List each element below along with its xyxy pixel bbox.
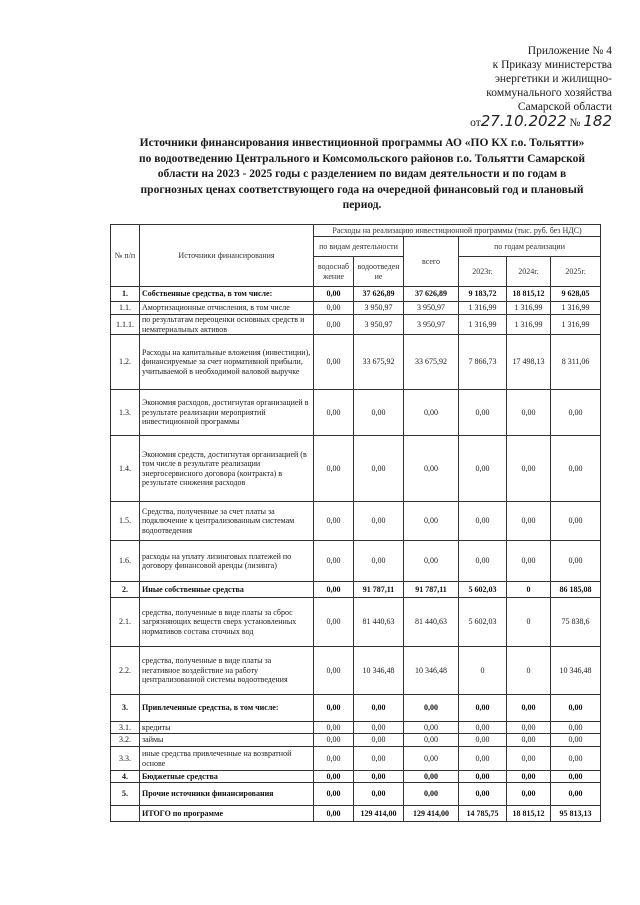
- table-row: [111, 598, 601, 647]
- title-line-4: прогнозных ценах соответствующего года на очередной финансовый год и плановый: [140, 183, 584, 196]
- cell-num: 2.1.: [111, 598, 140, 647]
- table-row: [111, 315, 601, 335]
- appendix-line-3: энергетики и жилищно-: [494, 73, 612, 85]
- cell-tot: 0,00: [404, 734, 459, 747]
- cell-ws: 0,00: [314, 783, 354, 806]
- cell-dr: 0,00: [354, 436, 404, 502]
- cell-num: 1.3.: [111, 390, 140, 436]
- cell-y25: 75 838,6: [551, 598, 601, 647]
- cell-tot: 10 346,48: [404, 647, 459, 695]
- table-row: [111, 436, 601, 502]
- cell-y23: 0,00: [459, 502, 507, 541]
- cell-y23: 1 316,99: [459, 302, 507, 315]
- cell-src: Бюджетные средства: [140, 771, 314, 783]
- cell-y25: 86 185,08: [551, 582, 601, 598]
- cell-dr: 0,00: [354, 390, 404, 436]
- cell-dr: 0,00: [354, 502, 404, 541]
- cell-src: Экономия средств, достигнутая организацией (в том числе в результате реализации энергосервисного договора (контракта) в результате снижения расходов: [140, 436, 314, 502]
- title-line-1: Источники финансирования инвестиционной программы АО «ПО КХ г.о. Тольятти»: [139, 137, 585, 149]
- table-row: [111, 302, 601, 315]
- cell-y23: 0,00: [459, 747, 507, 771]
- cell-y23: 0,00: [459, 734, 507, 747]
- cell-y24: 1 316,99: [507, 315, 551, 335]
- header-by-activity: по видам деятельности: [314, 237, 404, 257]
- cell-dr: 91 787,11: [354, 582, 404, 598]
- cell-tot: 0,00: [404, 502, 459, 541]
- table-row: [111, 647, 601, 695]
- header-water-supply: водоснабжение: [314, 257, 354, 287]
- cell-ws: 0,00: [314, 747, 354, 771]
- cell-y23: 0,00: [459, 390, 507, 436]
- cell-y24: 0,00: [507, 502, 551, 541]
- cell-src: ИТОГО по программе: [140, 806, 314, 822]
- table-row: [111, 502, 601, 541]
- title-line-5: период.: [342, 199, 382, 211]
- table-header: [111, 225, 601, 287]
- appendix-date-line: [440, 114, 612, 130]
- cell-y23: 1 316,99: [459, 315, 507, 335]
- cell-num: 3.2.: [111, 734, 140, 747]
- cell-num: 3.: [111, 695, 140, 722]
- cell-y24: 0,00: [507, 436, 551, 502]
- cell-num: 1.6.: [111, 541, 140, 582]
- cell-src: Собственные средства, в том числе:: [140, 287, 314, 302]
- cell-num: 1.5.: [111, 502, 140, 541]
- handwritten-number: 182: [583, 112, 612, 130]
- cell-dr: 3 950,97: [354, 302, 404, 315]
- cell-y24: 0,00: [507, 695, 551, 722]
- cell-y24: 0,00: [507, 771, 551, 783]
- cell-ws: 0,00: [314, 722, 354, 734]
- cell-dr: 0,00: [354, 771, 404, 783]
- cell-tot: 0,00: [404, 747, 459, 771]
- cell-y23: 7 866,73: [459, 335, 507, 390]
- header-expenses: Расходы на реализацию инвестиционной программы (тыс. руб. без НДС): [314, 225, 601, 237]
- cell-ws: 0,00: [314, 598, 354, 647]
- table-row: [111, 734, 601, 747]
- cell-dr: 3 950,97: [354, 315, 404, 335]
- table-row: [111, 287, 601, 302]
- cell-y25: 0,00: [551, 390, 601, 436]
- cell-dr: 0,00: [354, 747, 404, 771]
- cell-y23: 9 183,72: [459, 287, 507, 302]
- cell-dr: 0,00: [354, 734, 404, 747]
- cell-ws: 0,00: [314, 302, 354, 315]
- cell-tot: 129 414,00: [404, 806, 459, 822]
- cell-tot: 3 950,97: [404, 302, 459, 315]
- cell-src: Экономия расходов, достигнутая организацией в результате реализации мероприятий инвестиционной программы: [140, 390, 314, 436]
- cell-y25: 95 813,13: [551, 806, 601, 822]
- cell-y24: 0,00: [507, 747, 551, 771]
- cell-dr: 37 626,89: [354, 287, 404, 302]
- cell-y24: 18 815,12: [507, 287, 551, 302]
- cell-ws: 0,00: [314, 287, 354, 302]
- cell-src: средства, полученные в виде платы за негативное воздействие на работу централизованной системы водоотведения: [140, 647, 314, 695]
- cell-y23: 0,00: [459, 695, 507, 722]
- header-total: всего: [404, 237, 459, 287]
- cell-num: 2.2.: [111, 647, 140, 695]
- cell-num: [111, 806, 140, 822]
- cell-ws: 0,00: [314, 390, 354, 436]
- number-sign: №: [569, 117, 581, 129]
- cell-src: кредиты: [140, 722, 314, 734]
- cell-tot: 37 626,89: [404, 287, 459, 302]
- cell-src: расходы на уплату лизинговых платежей по договору финансовой аренды (лизинга): [140, 541, 314, 582]
- cell-ws: 0,00: [314, 647, 354, 695]
- cell-y24: 0: [507, 582, 551, 598]
- cell-num: 1.1.1.: [111, 315, 140, 335]
- cell-y25: 0,00: [551, 502, 601, 541]
- cell-dr: 0,00: [354, 541, 404, 582]
- cell-y24: 0: [507, 598, 551, 647]
- cell-y25: 0,00: [551, 747, 601, 771]
- table-row: [111, 783, 601, 806]
- cell-y25: 0,00: [551, 722, 601, 734]
- header-source: Источники финансирования: [140, 225, 314, 287]
- appendix-line-1: Приложение № 4: [527, 45, 612, 57]
- table-row: [111, 806, 601, 822]
- table-row: [111, 747, 601, 771]
- cell-src: Иные собственные средства: [140, 582, 314, 598]
- cell-ws: 0,00: [314, 582, 354, 598]
- cell-y25: 0,00: [551, 783, 601, 806]
- header-year-2023: 2023г.: [459, 257, 507, 287]
- cell-num: 1.: [111, 287, 140, 302]
- cell-tot: 0,00: [404, 390, 459, 436]
- cell-ws: 0,00: [314, 771, 354, 783]
- cell-num: 2.: [111, 582, 140, 598]
- cell-dr: 0,00: [354, 695, 404, 722]
- cell-y25: 10 346,48: [551, 647, 601, 695]
- financing-table: [110, 224, 601, 822]
- cell-y23: 0,00: [459, 783, 507, 806]
- cell-ws: 0,00: [314, 806, 354, 822]
- cell-dr: 0,00: [354, 783, 404, 806]
- document-title: [88, 136, 636, 214]
- table-row: [111, 390, 601, 436]
- cell-ws: 0,00: [314, 335, 354, 390]
- cell-y24: 0,00: [507, 783, 551, 806]
- cell-tot: 0,00: [404, 436, 459, 502]
- appendix-block: [440, 44, 612, 130]
- cell-y24: 0,00: [507, 722, 551, 734]
- appendix-line-5: Самарской области: [517, 101, 612, 113]
- header-drainage: водоотведение: [354, 257, 404, 287]
- table-row: [111, 335, 601, 390]
- table-body: [111, 287, 601, 822]
- cell-src: Средства, полученные за счет платы за подключение к централизованным системам водоотведения: [140, 502, 314, 541]
- cell-y23: 0,00: [459, 722, 507, 734]
- header-by-years: по годам реализации: [459, 237, 601, 257]
- cell-tot: 0,00: [404, 695, 459, 722]
- cell-y23: 0,00: [459, 541, 507, 582]
- cell-y24: 17 498,13: [507, 335, 551, 390]
- cell-src: Привлеченные средства, в том числе:: [140, 695, 314, 722]
- cell-src: займы: [140, 734, 314, 747]
- table-row: [111, 541, 601, 582]
- cell-ws: 0,00: [314, 541, 354, 582]
- cell-y24: 0,00: [507, 734, 551, 747]
- cell-y23: 0: [459, 647, 507, 695]
- cell-y23: 0,00: [459, 771, 507, 783]
- cell-dr: 10 346,48: [354, 647, 404, 695]
- cell-y25: 8 311,06: [551, 335, 601, 390]
- table-row: [111, 582, 601, 598]
- cell-y25: 1 316,99: [551, 302, 601, 315]
- cell-src: иные средства привлеченные на возвратной основе: [140, 747, 314, 771]
- cell-y25: 0,00: [551, 695, 601, 722]
- cell-tot: 0,00: [404, 722, 459, 734]
- cell-src: средства, полученные в виде платы за сброс загрязняющих веществ сверх установленных нормативов состава сточных вод: [140, 598, 314, 647]
- table-row: [111, 771, 601, 783]
- cell-ws: 0,00: [314, 734, 354, 747]
- cell-y25: 0,00: [551, 436, 601, 502]
- cell-dr: 0,00: [354, 722, 404, 734]
- cell-ws: 0,00: [314, 502, 354, 541]
- cell-tot: 81 440,63: [404, 598, 459, 647]
- cell-tot: 0,00: [404, 783, 459, 806]
- handwritten-date: 27.10.2022: [480, 112, 567, 130]
- cell-dr: 129 414,00: [354, 806, 404, 822]
- cell-y23: 5 602,03: [459, 582, 507, 598]
- cell-ws: 0,00: [314, 315, 354, 335]
- cell-y24: 0,00: [507, 390, 551, 436]
- title-line-2: по водоотведению Центрального и Комсомольского районов г.о. Тольятти Самарской: [139, 152, 585, 165]
- header-year-2025: 2025г.: [551, 257, 601, 287]
- cell-num: 4.: [111, 771, 140, 783]
- cell-y25: 0,00: [551, 734, 601, 747]
- cell-y25: 1 316,99: [551, 315, 601, 335]
- cell-ws: 0,00: [314, 436, 354, 502]
- cell-src: Расходы на капитальные вложения (инвестиции), финансируемые за счет нормативной прибыли, учитываемой в необходимой валовой выручке: [140, 335, 314, 390]
- cell-tot: 3 950,97: [404, 315, 459, 335]
- table-row: [111, 695, 601, 722]
- table-row: [111, 722, 601, 734]
- cell-y25: 0,00: [551, 541, 601, 582]
- cell-y23: 14 785,75: [459, 806, 507, 822]
- cell-src: по результатам переоценки основных средств и нематериальных активов: [140, 315, 314, 335]
- cell-tot: 91 787,11: [404, 582, 459, 598]
- header-num: № п/п: [111, 225, 140, 287]
- header-year-2024: 2024г.: [507, 257, 551, 287]
- cell-num: 5.: [111, 783, 140, 806]
- date-prefix: от: [470, 117, 481, 129]
- title-line-3: области на 2023 - 2025 годы с разделением по видам деятельности и по годам в: [157, 168, 567, 180]
- cell-tot: 0,00: [404, 541, 459, 582]
- cell-dr: 33 675,92: [354, 335, 404, 390]
- cell-y25: 9 628,05: [551, 287, 601, 302]
- cell-dr: 81 440,63: [354, 598, 404, 647]
- appendix-line-4: коммунального хозяйства: [486, 87, 612, 99]
- cell-y24: 18 815,12: [507, 806, 551, 822]
- cell-y24: 0,00: [507, 541, 551, 582]
- cell-tot: 33 675,92: [404, 335, 459, 390]
- cell-src: Амортизационные отчисления, в том числе: [140, 302, 314, 315]
- cell-num: 1.2.: [111, 335, 140, 390]
- cell-src: Прочие источники финансирования: [140, 783, 314, 806]
- cell-y23: 0,00: [459, 436, 507, 502]
- cell-num: 3.1.: [111, 722, 140, 734]
- appendix-line-2: к Приказу министерства: [492, 59, 612, 71]
- cell-y25: 0,00: [551, 771, 601, 783]
- cell-y24: 0: [507, 647, 551, 695]
- cell-num: 1.1.: [111, 302, 140, 315]
- cell-num: 3.3.: [111, 747, 140, 771]
- cell-ws: 0,00: [314, 695, 354, 722]
- cell-tot: 0,00: [404, 771, 459, 783]
- cell-y23: 5 602,03: [459, 598, 507, 647]
- cell-num: 1.4.: [111, 436, 140, 502]
- cell-y24: 1 316,99: [507, 302, 551, 315]
